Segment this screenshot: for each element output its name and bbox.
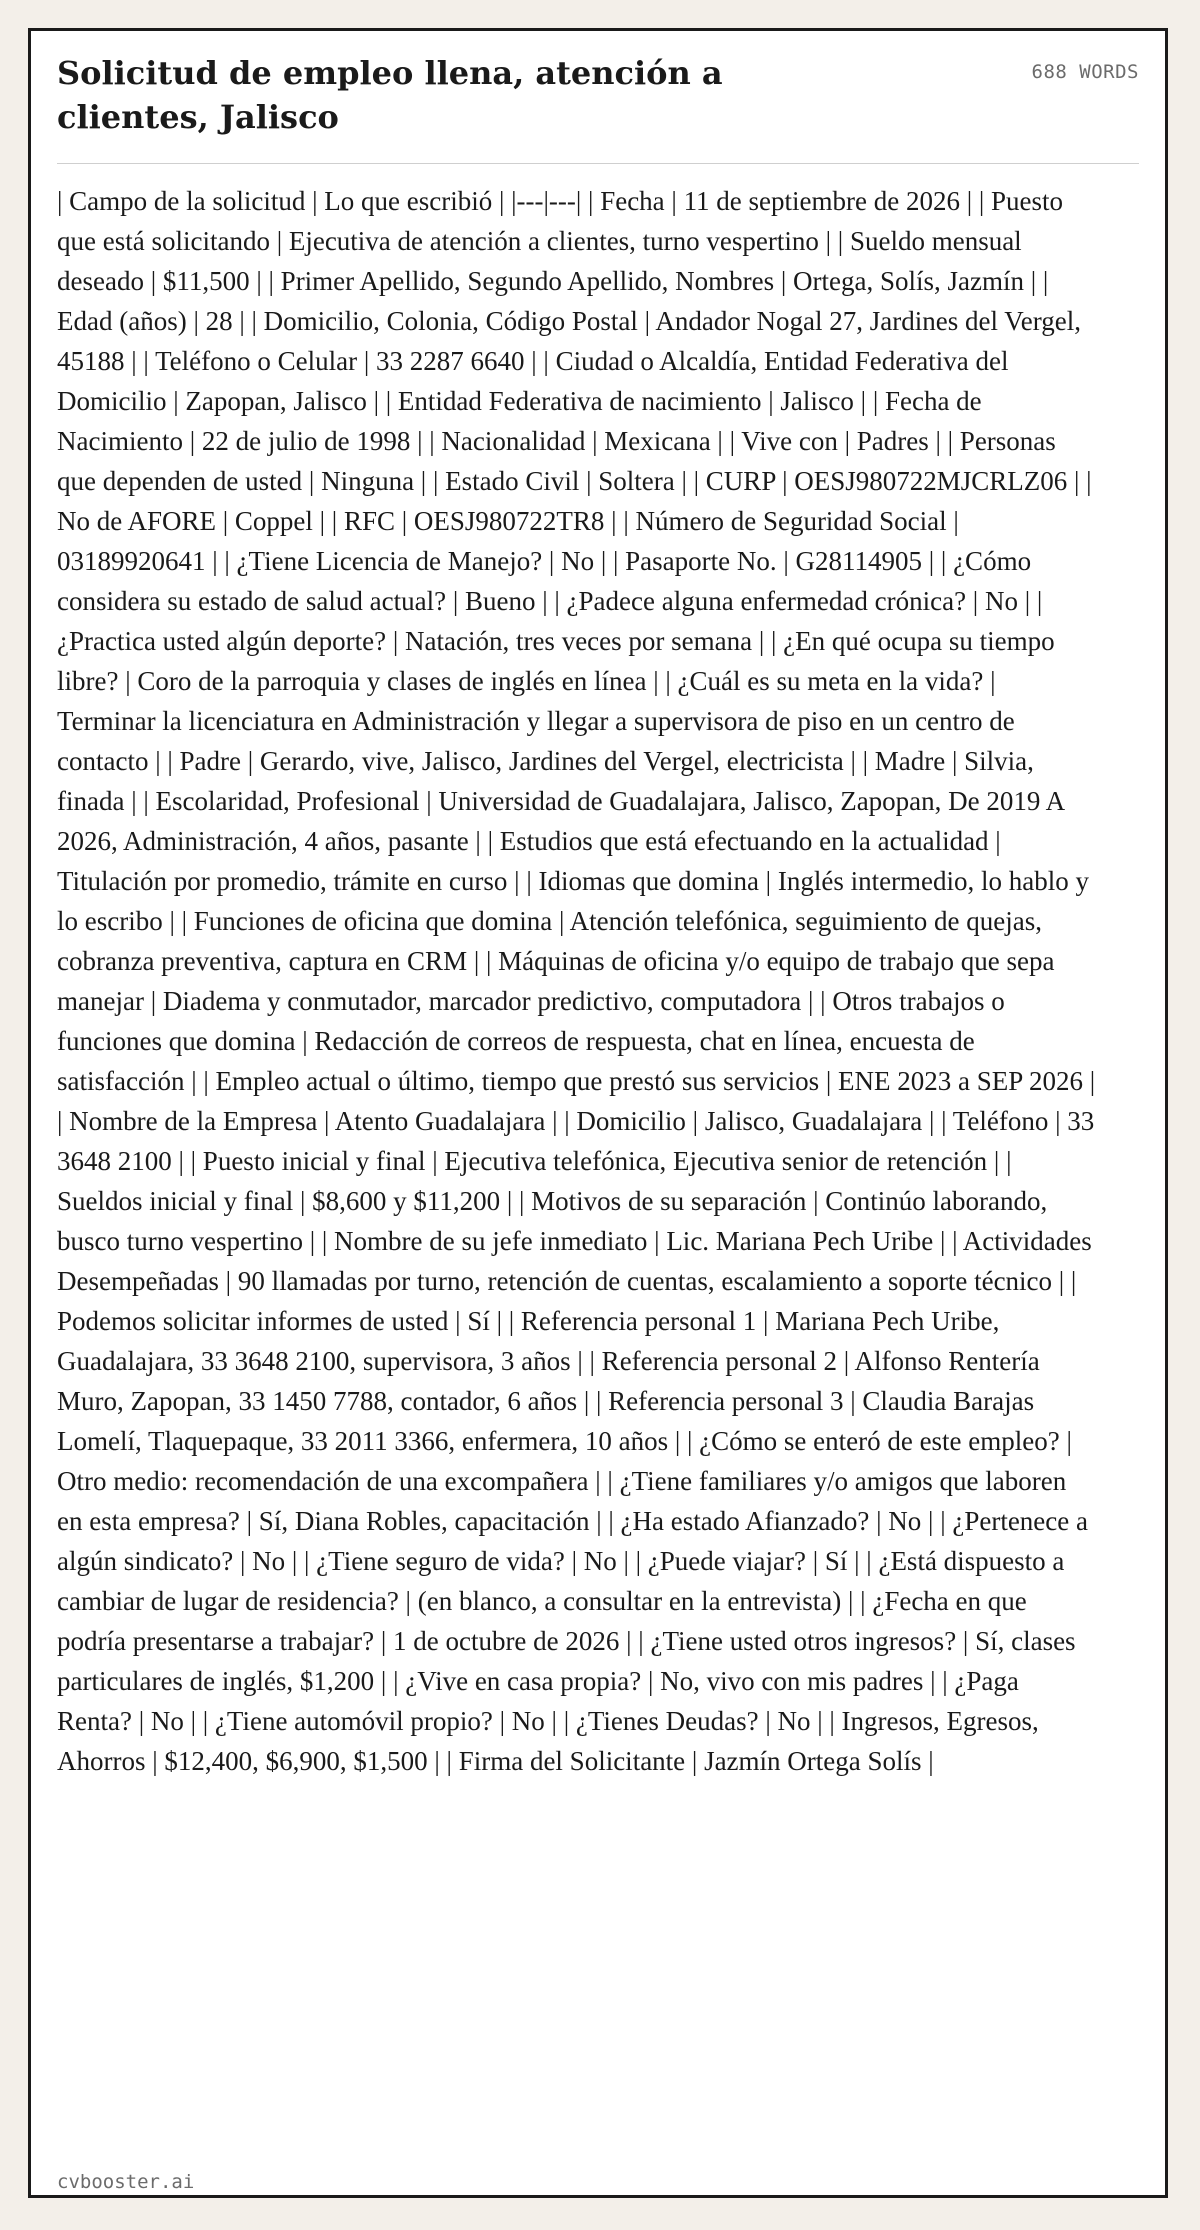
document-header [57, 51, 1139, 164]
document-card [28, 28, 1168, 2198]
footer-brand: cvbooster.ai [57, 2171, 195, 2193]
word-count-label: 688 WORDS [1031, 61, 1139, 83]
document-title: Solicitud de empleo llena, atención a clientes, Jalisco [57, 54, 723, 136]
document-body: | Campo de la solicitud | Lo que escribió | |---|---| | Fecha | 11 de septiembre de 2026 | | Puesto que está solicitando | Ejecutiva de atención a clientes, turno vespertino | | Sueldo mensual deseado | $11,500 | | Primer Apellido, Segundo Apellido, Nombres | Ortega, Solís, Jazmín | | Edad (años) | 28 | | Domicilio, Colonia, Código Postal | Andador Nogal 27, Jardines del Vergel, 45188 | | Teléfono o Celular | 33 2287 6640 | | Ciudad o Alcaldía, Entidad Federativa del Domicilio | Zapopan, Jalisco | | Entidad Federativa de nacimiento | Jalisco | | Fecha de Nacimiento | 22 de julio de 1998 | | Nacionalidad | Mexicana | | Vive con | Padres | | Personas que dependen de usted | Ninguna | | Estado Civil | Soltera | | CURP | OESJ980722MJCRLZ06 | | No de AFORE | Coppel | | RFC | OESJ980722TR8 | | Número de Seguridad Social | 03189920641 | | ¿Tiene Licencia de Manejo? | No | | Pasaporte No. | G28114905 | | ¿Cómo considera su estado de salud actual? | Bueno | | ¿Padece alguna enfermedad crónica? | No | | ¿Practica usted algún deporte? | Natación, tres veces por semana | | ¿En qué ocupa su tiempo libre? | Coro de la parroquia y clases de inglés en línea | | ¿Cuál es su meta en la vida? | Terminar la licenciatura en Administración y llegar a supervisora de piso en un centro de contacto | | Padre | Gerardo, vive, Jalisco, Jardines del Vergel, electricista | | Madre | Silvia, finada | | Escolaridad, Profesional | Universidad de Guadalajara, Jalisco, Zapopan, De 2019 A 2026, Administración, 4 años, pasante | | Estudios que está efectuando en la actualidad | Titulación por promedio, trámite en curso | | Idiomas que domina | Inglés intermedio, lo hablo y lo escribo | | Funciones de oficina que domina | Atención telefónica, seguimiento de quejas, cobranza preventiva, captura en CRM | | Máquinas de oficina y/o equipo de trabajo que sepa manejar | Diadema y conmutador, marcador predictivo, computadora | | Otros trabajos o funciones que domina | Redacción de correos de respuesta, chat en línea, encuesta de satisfacción | | Empleo actual o último, tiempo que prestó sus servicios | ENE 2023 a SEP 2026 | | Nombre de la Empresa | Atento Guadalajara | | Domicilio | Jalisco, Guadalajara | | Teléfono | 33 3648 2100 | | Puesto inicial y final | Ejecutiva telefónica, Ejecutiva senior de retención | | Sueldos inicial y final | $8,600 y $11,200 | | Motivos de su separación | Continúo laborando, busco turno vespertino | | Nombre de su jefe inmediato | Lic. Mariana Pech Uribe | | Actividades Desempeñadas | 90 llamadas por turno, retención de cuentas, escalamiento a soporte técnico | | Podemos solicitar informes de usted | Sí | | Referencia personal 1 | Mariana Pech Uribe, Guadalajara, 33 3648 2100, supervisora, 3 años | | Referencia personal 2 | Alfonso Rentería Muro, Zapopan, 33 1450 7788, contador, 6 años | | Referencia personal 3 | Claudia Barajas Lomelí, Tlaquepaque, 33 2011 3366, enfermera, 10 años | | ¿Cómo se enteró de este empleo? | Otro medio: recomendación de una excompañera | | ¿Tiene familiares y/o amigos que laboren en esta empresa? | Sí, Diana Robles, capacitación | | ¿Ha estado Afianzado? | No | | ¿Pertenece a algún sindicato? | No | | ¿Tiene seguro de vida? | No | | ¿Puede viajar? | Sí | | ¿Está dispuesto a cambiar de lugar de residencia? | (en blanco, a consultar en la entrevista) | | ¿Fecha en que podría presentarse a trabajar? | 1 de octubre de 2026 | | ¿Tiene usted otros ingresos? | Sí, clases particulares de inglés, $1,200 | | ¿Vive en casa propia? | No, vivo con mis padres | | ¿Paga Renta? | No | | ¿Tiene automóvil propio? | No | | ¿Tienes Deudas? | No | | Ingresos, Egresos, Ahorros | $12,400, $6,900, $1,500 | | Firma del Solicitante | Jazmín Ortega Solís | [57, 186, 1096, 1776]
